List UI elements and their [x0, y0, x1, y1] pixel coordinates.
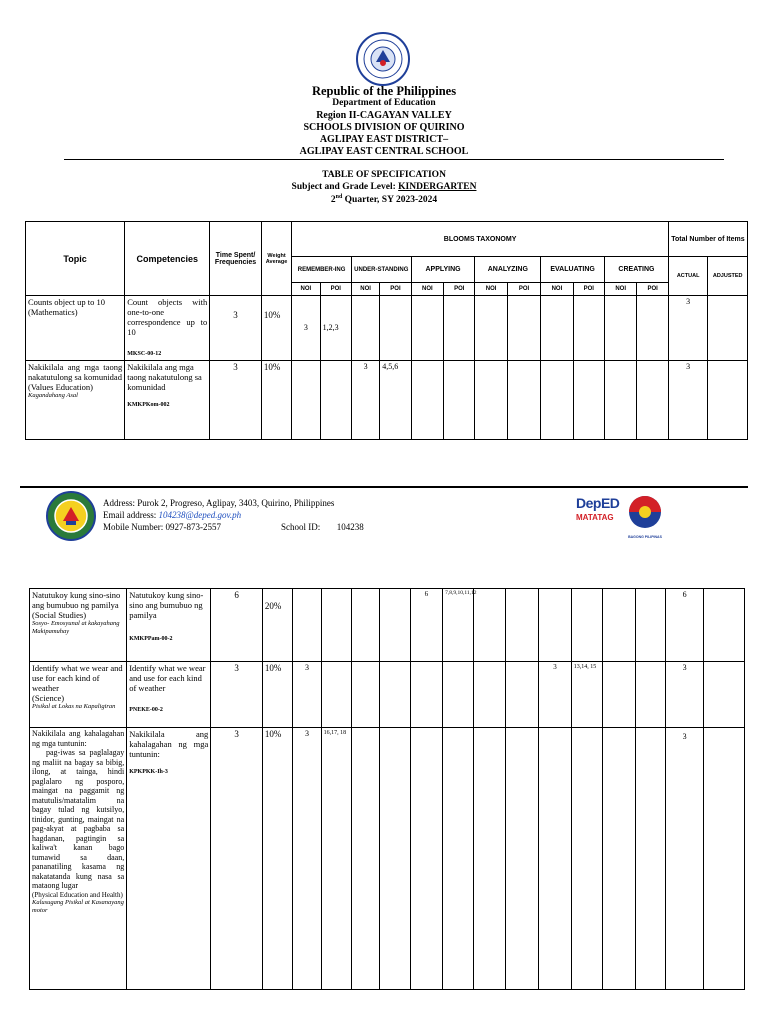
- rem-poi-cell: 16,17, 18: [321, 728, 351, 990]
- header-remembering: REMEMBER-ING: [292, 257, 352, 283]
- time-cell: 3: [210, 296, 262, 361]
- competency-cell: Nakikilala ang mga taong nakatutulong sa komunidad KMKPKom-002: [125, 361, 210, 440]
- district-heading: AGLIPAY EAST DISTRICT–: [319, 134, 449, 145]
- footer-mobile: Mobile Number: 0927-873-2557: [103, 522, 221, 532]
- header-time: Time Spent/ Frequencies: [210, 222, 262, 296]
- footer-school-id: School ID: 104238: [281, 522, 364, 532]
- tos-table-page1: [25, 221, 748, 440]
- header-understanding: UNDER-STANDING: [351, 257, 411, 283]
- competency-code: KPKPKK-Ih-3: [129, 769, 168, 775]
- weight-cell: 10%: [261, 361, 291, 440]
- competency-code: MKSC-00-12: [127, 351, 162, 357]
- school-logo: [46, 491, 96, 541]
- app-poi-cell: 7,8,9,10,11,12: [443, 589, 473, 662]
- weight-cell: 10%: [261, 296, 291, 361]
- header-noi: NOI: [475, 283, 507, 296]
- header-evaluating: EVALUATING: [541, 257, 605, 283]
- competency-cell: Natutukoy kung sino-sino ang bumubuo ng pamilya KMKPPam-00-2: [127, 589, 211, 662]
- weight-cell: 20%: [262, 589, 292, 662]
- subject-line: [0, 182, 768, 192]
- time-cell: 3: [211, 662, 263, 728]
- topic-cell: Counts object up to 10 (Mathematics): [26, 296, 125, 361]
- header-competencies: Competencies: [125, 222, 210, 296]
- header-blooms: BLOOMS TAXONOMY: [292, 222, 669, 257]
- doc-title: TABLE OF SPECIFICATION: [322, 170, 446, 180]
- header-total: Total Number of Items: [668, 222, 747, 257]
- topic-cell: Natutukoy kung sino-sino ang bumubuo ng pamilya (Social Studies) Sosyo- Emosyunal at kakayahang Makipamuhay: [30, 589, 127, 662]
- actual-cell: 3: [665, 662, 703, 728]
- header-noi: NOI: [411, 283, 443, 296]
- tos-table-page2: [29, 588, 745, 990]
- header-poi: POI: [573, 283, 604, 296]
- app-noi-cell: 6: [410, 589, 442, 662]
- deped-seal: [356, 32, 410, 86]
- topic-cell: Identify what we wear and use for each kind of weather (Science) Pisikal at Lokas na Kapaligiran: [30, 662, 127, 728]
- republic-heading: Republic of the Philippines: [311, 84, 457, 98]
- header-poi: POI: [507, 283, 540, 296]
- header-noi: NOI: [541, 283, 573, 296]
- header-poi: POI: [444, 283, 475, 296]
- quarter-line: 2nd Quarter, SY 2023-2024: [330, 194, 438, 206]
- table-row: [30, 662, 745, 728]
- header-analyzing: ANALYZING: [475, 257, 541, 283]
- und-noi-cell: 3: [351, 361, 379, 440]
- actual-cell: 6: [665, 589, 703, 662]
- footer-divider: [20, 486, 748, 488]
- topic-cell: Nakikilala ang kahalagahan ng mga tuntunin: pag-iwas sa paglalagay ng maliit na bagay sa bibig, ilong, at tainga, hindi paglalaro ng posporo, maingat na paggamit ng matutulis/matatalim na bagay tulad ng kutsilyo, tinidor, gunting, maingat na pag-akyat at pagbaba sa hagdanan, pagtingin sa kaliwa't kanan bago tumawid sa daan, pananatiling kasama ng nakatatanda kung nasa sa mataong lugar (Physical Education and Health) Kalusugang Pisikal at Kasanayang motor: [30, 728, 127, 990]
- header-creating: CREATING: [604, 257, 668, 283]
- header-actual: ACTUAL: [668, 257, 707, 296]
- header-weight: Weight Average: [261, 222, 291, 296]
- rem-noi-cell: 3: [292, 296, 320, 361]
- footer-email: Email address: 104238@deped.gov.ph: [103, 510, 242, 520]
- header-noi: NOI: [604, 283, 636, 296]
- table-row: [30, 589, 745, 662]
- weight-cell: 10%: [262, 662, 292, 728]
- rem-noi-cell: 3: [293, 662, 321, 728]
- time-cell: 3: [210, 361, 262, 440]
- time-cell: 6: [211, 589, 263, 662]
- email-link[interactable]: 104238@deped.gov.ph: [158, 510, 242, 520]
- actual-cell: 3: [668, 361, 707, 440]
- table-row: [26, 296, 748, 361]
- subject-label: Subject and Grade Level:: [291, 182, 399, 192]
- rem-noi-cell: 3: [293, 728, 321, 990]
- subject-value: KINDERGARTEN: [398, 182, 477, 192]
- eva-noi-cell: 3: [539, 662, 571, 728]
- eva-poi-cell: 13,14, 15: [571, 662, 602, 728]
- department-heading: Department of Education: [332, 98, 436, 108]
- table-row: [30, 728, 745, 990]
- header-poi: POI: [637, 283, 669, 296]
- table-row: [26, 361, 748, 440]
- competency-code: KMKPKom-002: [127, 402, 170, 408]
- weight-cell: 10%: [262, 728, 292, 990]
- header-noi: NOI: [351, 283, 379, 296]
- bagong-pilipinas-logo: BAGONG PILIPINAS: [624, 494, 666, 536]
- competency-code: KMKPPam-00-2: [129, 636, 173, 642]
- footer-address: Address: Purok 2, Progreso, Aglipay, 3403, Quirino, Philippines: [103, 498, 335, 508]
- deped-matatag-logo: DepED MATATAG: [576, 495, 620, 522]
- header-topic: Topic: [26, 222, 125, 296]
- competency-cell: Identify what we wear and use for each kind of weather PNEKE-00-2: [127, 662, 211, 728]
- rem-poi-cell: 1,2,3: [320, 296, 351, 361]
- header-noi: NOI: [292, 283, 320, 296]
- division-heading: SCHOOLS DIVISION OF QUIRINO: [303, 122, 465, 133]
- header-poi: POI: [380, 283, 411, 296]
- actual-cell: 3: [668, 296, 707, 361]
- time-cell: 3: [211, 728, 263, 990]
- competency-cell: Nakikilala ang kahalagahan ng mga tuntunin: KPKPKK-Ih-3: [127, 728, 211, 990]
- und-poi-cell: 4,5,6: [380, 361, 411, 440]
- header-divider: [64, 159, 724, 160]
- header-poi: POI: [320, 283, 351, 296]
- competency-code: PNEKE-00-2: [129, 707, 163, 713]
- topic-cell: Nakikilala ang mga taong nakatutulong sa komunidad (Values Education) Kagandahang Asal: [26, 361, 125, 440]
- actual-cell: 3: [665, 728, 703, 990]
- region-heading: Region II-CAGAYAN VALLEY: [316, 110, 452, 121]
- competency-cell: Count objects with one-to-one correspondence up to 10 MKSC-00-12: [125, 296, 210, 361]
- school-heading: AGLIPAY EAST CENTRAL SCHOOL: [299, 146, 469, 157]
- header-adjusted: ADJUSTED: [708, 257, 748, 296]
- header-applying: APPLYING: [411, 257, 475, 283]
